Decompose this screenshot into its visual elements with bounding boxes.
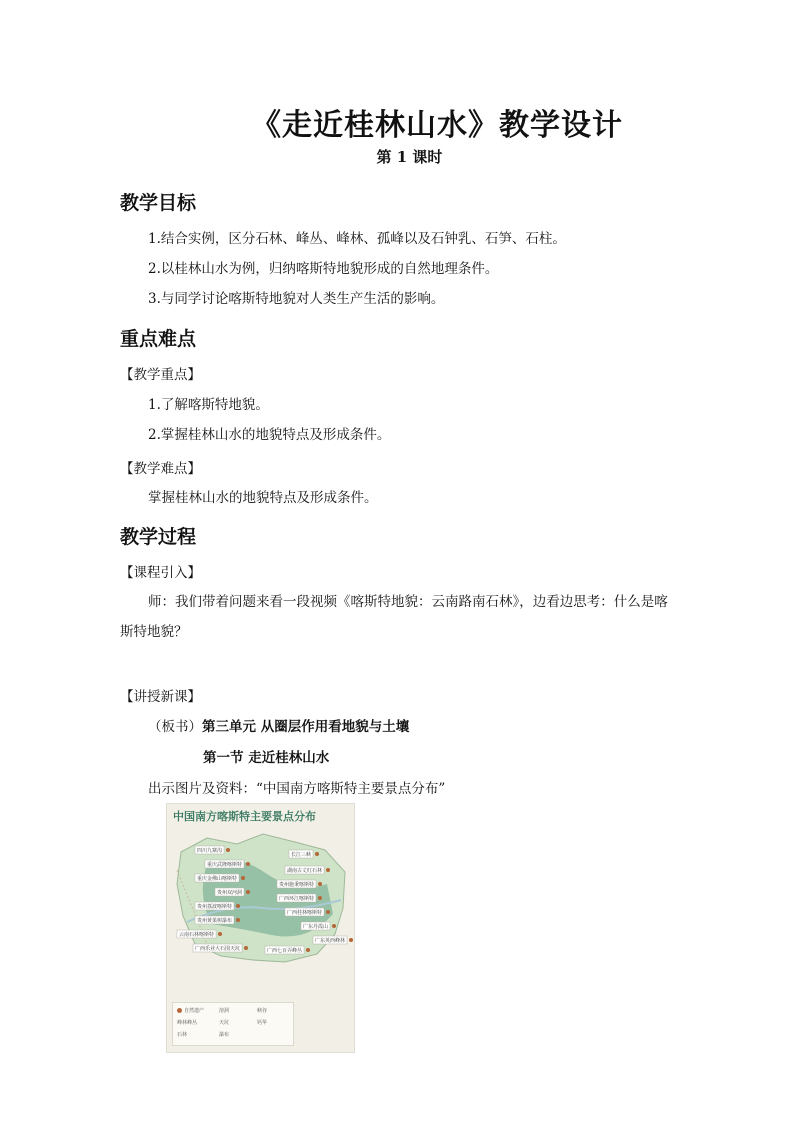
board-unit-line	[148, 718, 409, 736]
map-label: 重庆武隆喀斯特	[207, 862, 243, 868]
map-label: 广东英西峰林	[315, 938, 346, 944]
key-point-item: 2.掌握桂林山水的地貌特点及形成条件。	[148, 427, 391, 443]
map-label: 四川九寨沟	[197, 848, 223, 854]
map-marker	[326, 868, 330, 872]
map-label: 云南石林喀斯特	[179, 932, 215, 938]
map-legend	[172, 1002, 294, 1046]
map-marker	[326, 910, 330, 914]
legend-item: 自然遗产	[184, 1008, 205, 1014]
document-title: 《走近桂林山水》教学设计	[251, 108, 623, 143]
map-label: 重庆金佛山喀斯特	[197, 876, 238, 882]
karst-distribution-map	[166, 803, 355, 1053]
heading-process: 教学过程	[120, 526, 197, 548]
legend-item: 石林	[177, 1032, 188, 1038]
heading-goals: 教学目标	[120, 192, 197, 214]
map-marker	[226, 848, 230, 852]
map-marker	[318, 896, 322, 900]
map-marker	[318, 882, 322, 886]
board-unit: 第三单元 从圈层作用看地貌与土壤	[202, 719, 410, 735]
map-marker	[244, 946, 248, 950]
map-label: 贵州双河洞	[217, 890, 243, 896]
label-intro: 【课程引入】	[120, 565, 201, 581]
map-label: 广东丹霞山	[303, 924, 329, 930]
map-marker	[315, 852, 319, 856]
map-marker	[218, 932, 222, 936]
legend-item: 天坑	[219, 1020, 230, 1026]
map-marker	[246, 890, 250, 894]
map-label: 广西乐业大石围天坑	[195, 946, 241, 952]
goal-item: 3.与同学讨论喀斯特地貌对人类生产生活的影响。	[148, 291, 445, 307]
map-label: 广西桂林喀斯特	[287, 910, 323, 916]
map-marker	[246, 862, 250, 866]
map-marker	[349, 938, 353, 942]
legend-item: 瀑布	[219, 1032, 230, 1038]
label-new-lesson: 【讲授新课】	[120, 689, 201, 705]
board-prefix: （板书）	[148, 719, 202, 735]
legend-item: 峡谷	[257, 1008, 268, 1014]
map-marker	[236, 904, 240, 908]
map-marker	[306, 948, 310, 952]
legend-item: 峰林峰丛	[177, 1020, 198, 1026]
legend-item: 钙华	[257, 1020, 268, 1026]
map-label: 湖南古丈红石林	[287, 868, 323, 874]
legend-marker-icon	[177, 1008, 182, 1013]
map-label: 广西七百弄峰丛	[267, 948, 303, 954]
difficulty-text: 掌握桂林山水的地貌特点及形成条件。	[148, 490, 378, 506]
map-label: 长江三峡	[291, 852, 312, 858]
map-label: 贵州黄果树瀑布	[197, 918, 233, 924]
lesson-number: 第 1 课时	[376, 148, 443, 166]
map-marker	[236, 918, 240, 922]
goal-item: 2.以桂林山水为例，归纳喀斯特地貌形成的自然地理条件。	[148, 261, 499, 277]
map-label: 贵州施秉喀斯特	[279, 882, 315, 888]
key-point-item: 1.了解喀斯特地貌。	[148, 397, 269, 413]
heading-focus: 重点难点	[120, 328, 197, 350]
map-marker	[332, 924, 336, 928]
map-label: 广西环江喀斯特	[279, 896, 315, 902]
map-label: 贵州荔波喀斯特	[197, 904, 233, 910]
label-difficulty: 【教学难点】	[120, 461, 201, 477]
legend-item: 溶洞	[219, 1008, 230, 1014]
show-materials-text: 出示图片及资料：“中国南方喀斯特主要景点分布”	[148, 781, 446, 797]
intro-text: 师：我们带着问题来看一段视频《喀斯特地貌：云南路南石林》，边看边思考：什么是喀斯特地貌？	[120, 594, 668, 640]
map-title: 中国南方喀斯特主要景点分布	[173, 810, 316, 823]
label-key-points: 【教学重点】	[120, 367, 201, 383]
map-marker	[241, 876, 245, 880]
goal-item: 1.结合实例，区分石林、峰丛、峰林、孤峰以及石钟乳、石笋、石柱。	[148, 231, 566, 247]
board-section: 第一节 走近桂林山水	[203, 750, 330, 766]
